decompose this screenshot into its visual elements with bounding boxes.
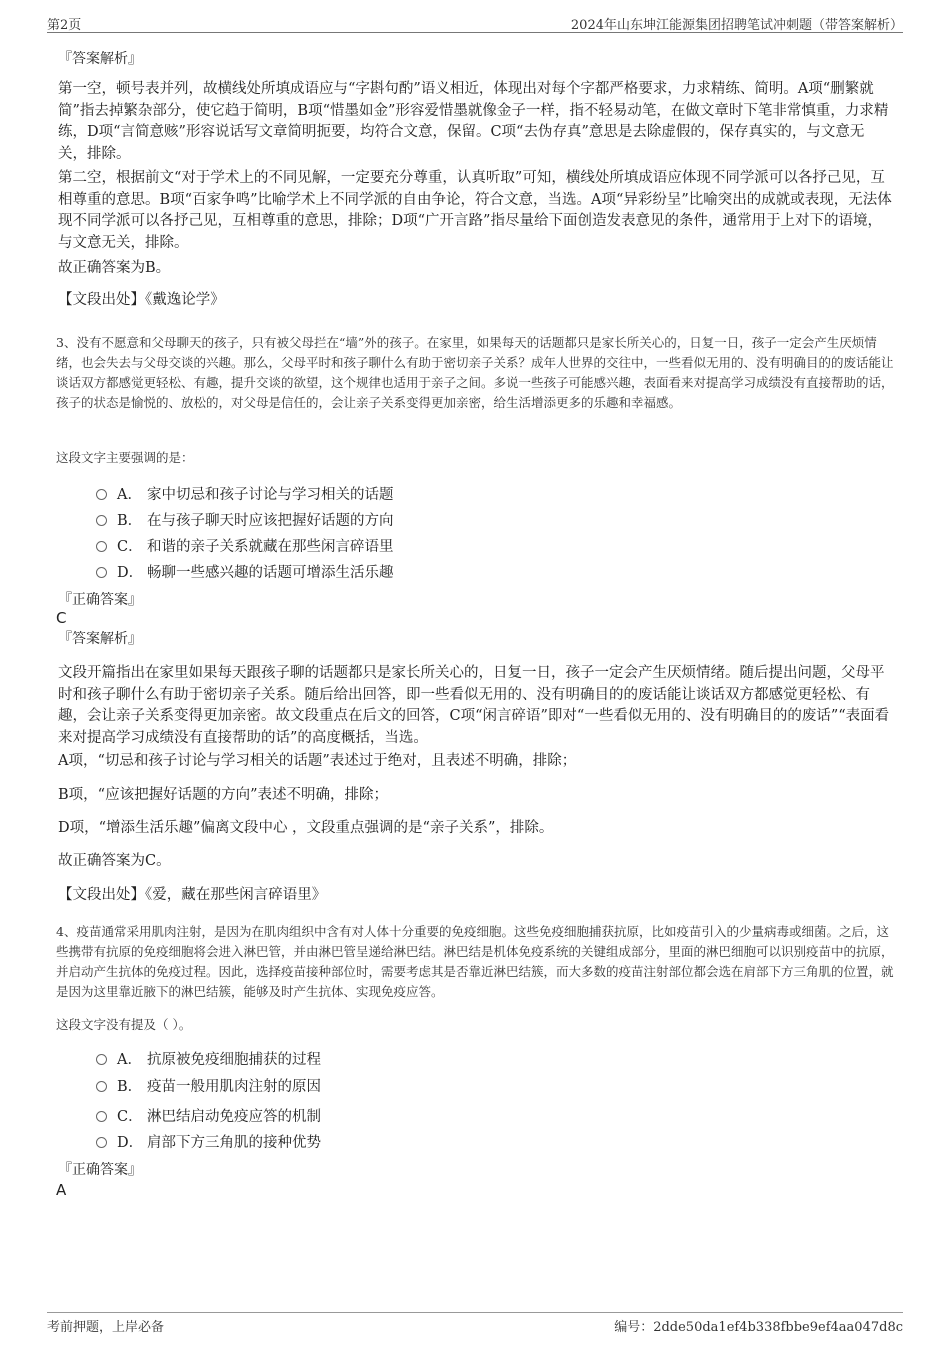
- option-key: C．: [117, 1109, 143, 1125]
- page-header: [47, 12, 903, 33]
- radio-icon[interactable]: [96, 489, 107, 500]
- option-key: B．: [117, 1079, 143, 1095]
- document-id: 编号：2dde50da1ef4b338fbbe9ef4aa047d8c: [614, 1320, 903, 1335]
- correct-answer-label: 『正确答案』: [58, 592, 142, 608]
- analysis-paragraph: 第一空，顿号表并列，故横线处所填成语应与“字斟句酌”语义相近，体现出对每个字都严格要求，力求精练、简明。A项“删繁就简”指去掉繁杂部分，使它趋于简明，B项“惜墨如金”形容爱惜墨就像金子一样，指不轻易动笔，在做文章时下笔非常慎重，力求精练，D项“言简意赅”形容说话写文章简明扼要，均符合文意，保留。C项“去伪存真”意思是去除虚假的，保存真实的，与文意无关，排除。: [58, 81, 889, 162]
- answer-conclusion: 故正确答案为C。: [58, 853, 171, 869]
- question-stem: 这段文字主要强调的是：: [56, 450, 194, 465]
- question-passage: 3、没有不愿意和父母聊天的孩子，只有被父母拦在“墙”外的孩子。在家里，如果每天的话题都只是家长所关心的，日复一日，孩子一定会产生厌烦情绪，也会失去与父母交谈的兴趣。那么，父母平时和孩子聊什么有助于密切亲子关系？成年人世界的交往中，一些看似无用的、没有明确目的的废话能让谈话双方都感觉更轻松、有趣，提升交谈的欲望，这个规律也适用于亲子之间。多说一些孩子可能感兴趣，表面看来对提高学习成绩没有直接帮助的话，孩子的状态是愉悦的、放松的，对父母是信任的，会让亲子关系变得更加亲密，给生活增添更多的乐趣和幸福感。: [56, 335, 894, 410]
- radio-icon[interactable]: [96, 1054, 107, 1065]
- radio-icon[interactable]: [96, 567, 107, 578]
- radio-icon[interactable]: [96, 1081, 107, 1092]
- correct-answer-label: 『正确答案』: [58, 1162, 142, 1178]
- option-b[interactable]: [96, 1077, 321, 1097]
- option-key: A．: [117, 1052, 142, 1068]
- option-key: A．: [117, 487, 142, 503]
- analysis-option-a: A项，“切忌和孩子讨论与学习相关的话题”表述过于绝对，且表述不明确，排除；: [58, 753, 577, 769]
- option-text: 在与孩子聊天时应该把握好话题的方向: [147, 513, 394, 529]
- question-stem: 这段文字没有提及（ ）。: [56, 1017, 192, 1032]
- option-text: 畅聊一些感兴趣的话题可增添生活乐趣: [147, 565, 394, 581]
- option-d[interactable]: [96, 1133, 321, 1153]
- correct-answer: C: [56, 609, 67, 627]
- option-b[interactable]: [96, 511, 394, 531]
- option-key: B．: [117, 513, 143, 529]
- analysis-label: 『答案解析』: [58, 631, 142, 647]
- option-key: D．: [117, 1135, 144, 1151]
- answer-conclusion: 故正确答案为B。: [58, 260, 171, 276]
- analysis-option-b: B项，“应该把握好话题的方向”表述不明确，排除；: [58, 787, 388, 803]
- page-footer: [47, 1312, 903, 1335]
- analysis-paragraph: 文段开篇指出在家里如果每天跟孩子聊的话题都只是家长所关心的，日复一日，孩子一定会产生厌烦情绪。随后提出问题，父母平时和孩子聊什么有助于密切亲子关系。随后给出回答，即一些看似无用的、没有明确目的的废话能让谈话双方都感觉更轻松、有趣，会让亲子关系变得更加亲密。故文段重点在后文的回答，C项“闲言碎语”即对“一些看似无用的、没有明确目的的废话”“表面看来对提高学习成绩没有直接帮助的话”的高度概括，当选。: [58, 665, 890, 746]
- option-text: 肩部下方三角肌的接种优势: [147, 1135, 321, 1151]
- analysis-option-d: D项，“增添生活乐趣”偏离文段中心 ，文段重点强调的是“亲子关系”，排除。: [58, 820, 554, 836]
- option-text: 淋巴结启动免疫应答的机制: [147, 1109, 321, 1125]
- option-text: 家中切忌和孩子讨论与学习相关的话题: [147, 487, 394, 503]
- analysis-paragraph: 第二空，根据前文“对于学术上的不同见解，一定要充分尊重，认真听取”可知，横线处所填成语应体现不同学派可以各抒己见，互相尊重的意思。B项“百家争鸣”比喻学术上不同学派的自由争论，符合文意，当选。A项“异彩纷呈”比喻突出的成就或表现，无法体现不同学派可以各抒己见，互相尊重的意思，排除；D项“广开言路”指尽量给下面创造发表意见的条件，通常用于上对下的语境，与文意无关，排除。: [58, 170, 892, 251]
- document-title: 2024年山东坤江能源集团招聘笔试冲刺题（带答案解析）: [570, 18, 903, 33]
- passage-source: 【文段出处】《爱，藏在那些闲言碎语里》: [58, 887, 327, 903]
- footer-slogan: 考前押题，上岸必备: [47, 1320, 165, 1335]
- option-c[interactable]: [96, 1107, 321, 1127]
- option-c[interactable]: [96, 537, 394, 557]
- radio-icon[interactable]: [96, 541, 107, 552]
- page-number: 第2页: [47, 18, 82, 33]
- option-d[interactable]: [96, 563, 394, 583]
- option-key: D．: [117, 565, 144, 581]
- radio-icon[interactable]: [96, 1111, 107, 1122]
- radio-icon[interactable]: [96, 515, 107, 526]
- question-passage: 4、疫苗通常采用肌肉注射，是因为在肌肉组织中含有对人体十分重要的免疫细胞。这些免疫细胞捕获抗原，比如疫苗引入的少量病毒或细菌。之后，这些携带有抗原的免疫细胞将会进入淋巴管，并由淋巴管呈递给淋巴结。淋巴结是机体免疫系统的关键组成部分，里面的淋巴细胞可以识别疫苗中的抗原，并启动产生抗体的免疫过程。因此，选择疫苗接种部位时，需要考虑其是否靠近淋巴结簇，而大多数的疫苗注射部位都会选在肩部下方三角肌的位置，就是因为这里靠近腋下的淋巴结簇，能够及时产生抗体、实现免疫应答。: [56, 924, 894, 999]
- analysis-label: 『答案解析』: [58, 51, 142, 67]
- option-text: 疫苗一般用肌肉注射的原因: [147, 1079, 321, 1095]
- radio-icon[interactable]: [96, 1137, 107, 1148]
- option-key: C．: [117, 539, 143, 555]
- option-text: 抗原被免疫细胞捕获的过程: [147, 1052, 321, 1068]
- correct-answer: A: [56, 1181, 67, 1199]
- option-a[interactable]: [96, 1050, 321, 1070]
- option-a[interactable]: [96, 485, 394, 505]
- passage-source: 【文段出处】《戴逸论学》: [58, 292, 225, 308]
- option-text: 和谐的亲子关系就藏在那些闲言碎语里: [147, 539, 394, 555]
